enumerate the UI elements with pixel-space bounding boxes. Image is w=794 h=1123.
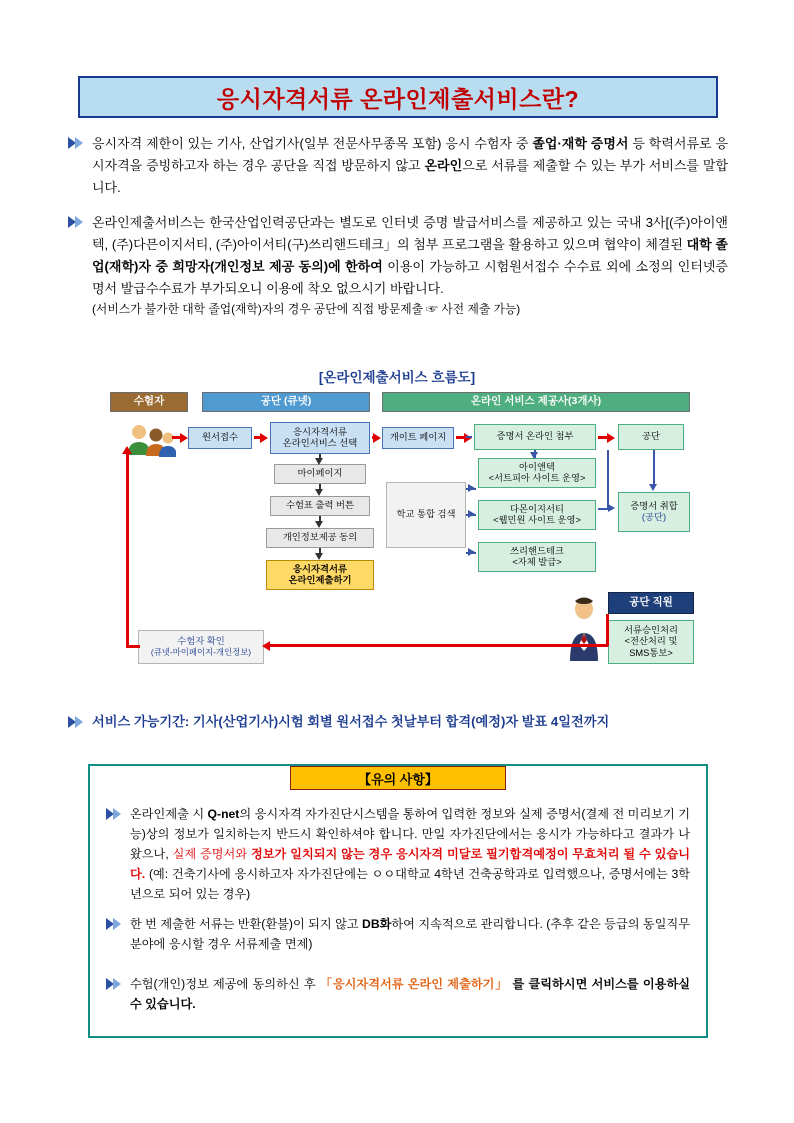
double-triangle-bullet-icon (68, 215, 84, 229)
intro-p1-bold-1: 졸업·재학 증명서 (532, 136, 629, 151)
flow-box-school-search: 학교 통합 검색 (386, 482, 466, 548)
flow-box-privacy-agree: 개인정보제공 동의 (266, 528, 374, 548)
flow-box-gate-page: 개이트 페이지 (382, 427, 454, 449)
flow-box-confirm-line1: 수험자 확인 (177, 635, 225, 646)
notice-item-1-seg5: 실제 증명서와 (172, 847, 251, 861)
flow-box-provider-2-name: 다몬이지서티 (510, 503, 564, 514)
flow-box-provider-3-desc: <자체 발급> (512, 557, 562, 567)
notice-item-2-text (130, 914, 690, 954)
page-title: 응시자격서류 온라인제출서비스란? (216, 85, 580, 112)
notice-heading: 【유의 사항】 (290, 766, 506, 790)
flowchart-title: [온라인제출서비스 흐름도] (318, 370, 476, 385)
notice-item-1-qnet: Q-net (207, 807, 240, 821)
intro-p2-bold-1: 대학 졸업(재학)자 중 희망자(개인정보 제공 동의)에 한하여 (92, 237, 728, 274)
service-period-row (68, 712, 609, 732)
intro-paragraph-1 (92, 133, 728, 199)
notice-item-2-seg3: 하여 지속적으로 관리합니다. (추후 같은 등급의 동일직무분야에 응시할 경우 서류제출 면제) (130, 917, 690, 951)
flowchart (110, 392, 690, 692)
flow-box-submit-line1: 응시자격서류 (293, 563, 347, 574)
notice-item-1-seg6: 정보가 일치되지 않는 경우 응시자격 미달로 (250, 847, 487, 861)
flow-box-staff-detail-line1: 서류승인처리 (624, 624, 678, 635)
flow-box-select-line1: 응시자격서류 (293, 426, 347, 437)
flow-box-cert-receive (618, 492, 690, 532)
flow-header-corporation: 공단 (큐넷) (202, 392, 370, 412)
flow-box-provider-2-desc: <웹민원 사이트 운영> (493, 515, 581, 525)
notice-item-1 (106, 804, 690, 904)
flow-box-cert-receive-line2: (공단) (641, 512, 667, 522)
flow-box-provider-1-desc: <서트피아 사이트 운영> (488, 473, 586, 483)
flow-box-application: 원서접수 (188, 427, 252, 449)
flow-box-attach-online: 증명서 온라인 첨부 (474, 424, 596, 450)
double-triangle-bullet-icon (68, 136, 84, 150)
notice-item-1-seg4: 하셔야 합니다. 만일 자가진단에서는 응시가 가능하다고 결과가 나왔으나, (130, 827, 690, 861)
examinee-people-icon (124, 422, 176, 463)
notice-item-3-seg3: 를 클릭하시면 서비스를 이용하실 수 있습니다. (130, 977, 690, 1011)
double-triangle-bullet-icon (106, 977, 122, 991)
intro-p1-text-2: 등 학력서류로 응시자격을 증빙하고자 하는 경우 공단을 직접 방문하지 않고 (92, 136, 729, 173)
intro-p2-text-1: 온라인제출서비스는 한국산업인력공단과는 별도로 인터넷 증명 발급서비스를 제공하고 있는 국내 3사[(주)아이앤텍, (주)다믄이지서티, (주)아이서티(구)쓰리핸드테크」의 첨부 프로그램을 활용하고 있으며 협약이 체결된 (92, 215, 728, 252)
service-period-body: 기사(산업기사)시험 회별 원서접수 첫날부터 합격(예정)자 발표 4일전까지 (192, 714, 610, 729)
intro-p1-text-3: 으로 서류를 제출할 수 있는 부가 서비스를 말합니다. (92, 158, 728, 195)
page-title-banner (78, 76, 718, 118)
notice-item-1-seg7: 필기합격예정이 무효처리 될 수 있습니다. (130, 847, 691, 881)
flow-box-corporation: 공단 (618, 424, 684, 450)
flow-box-submit-line2: 온라인제출하기 (288, 575, 352, 585)
flow-header-examinee: 수험자 (110, 392, 188, 412)
notice-item-1-seg1: 온라인제출 시 (130, 807, 208, 821)
flow-box-provider-3 (478, 542, 596, 572)
notice-item-1-seg3: 의 응시자격 자가진단시스템을 통하여 입력한 정보와 실제 증명서(결제 전 미리보기 기능)상의 정보가 일치하는지 반드시 확인 (130, 807, 690, 841)
flow-box-staff-detail-line3: SMS통보> (629, 647, 673, 658)
notice-item-2-seg1: 한 번 제출한 서류는 반환(환불)이 되지 않고 (130, 917, 363, 931)
intro-p2-note: (서비스가 불가한 대학 졸업(재학)자의 경우 공단에 직접 방문제출 ☞ 사전 제출 가능) (92, 302, 521, 316)
notice-item-3 (106, 974, 690, 1014)
intro-p1-bold-2: 온라인 (424, 158, 463, 173)
notice-item-2-db: DB화 (362, 917, 392, 931)
flow-box-staff: 공단 직원 (608, 592, 694, 614)
notice-item-3-text (130, 974, 690, 1014)
flow-box-provider-1-name: 아이앤텍 (519, 461, 555, 472)
flow-box-provider-2 (478, 500, 596, 530)
notice-item-1-text (130, 804, 690, 904)
flow-box-confirm (138, 630, 264, 664)
intro-bullet-1 (68, 133, 728, 199)
flow-box-cert-receive-line1: 증명서 취합 (630, 500, 678, 511)
flow-box-print-ticket: 수험표 출력 버튼 (270, 496, 370, 516)
flow-box-select-service (270, 422, 370, 454)
flow-box-mypage: 마이페이지 (274, 464, 366, 484)
service-period-label: 서비스 가능기간: (92, 714, 193, 729)
double-triangle-bullet-icon (106, 917, 122, 931)
intro-p1-text-1: 응시자격 제한이 있는 기사, 산업기사(일부 전문사무종목 포함) 응시 수험자 중 (92, 136, 533, 151)
flow-box-provider-1 (478, 458, 596, 488)
intro-bullet-2 (68, 212, 728, 318)
service-period-text (92, 712, 609, 732)
staff-person-icon (562, 597, 606, 668)
flow-header-providers: 온라인 서비스 제공사(3개사) (382, 392, 690, 412)
notice-item-2 (106, 914, 690, 954)
notice-item-3-link-label[interactable]: 「응시자격서류 온라인 제출하기」 (319, 977, 509, 991)
notice-item-1-seg8: (예: 건축기사에 응시하고자 자가진단에는 ㅇㅇ대학교 4학년 건축공학과로 입력했으나, 증명서에는 3학년으로 되어 있는 경우) (130, 867, 690, 901)
flow-box-confirm-line2: (큐넷-마이페이지-개인정보) (150, 647, 252, 657)
notice-item-3-seg1: 수험(개인)정보 제공에 동의하신 후 (130, 977, 320, 991)
double-triangle-bullet-icon (68, 715, 84, 729)
flow-box-submit-online (266, 560, 374, 590)
intro-p2-text-2: 이용이 가능하고 시험원서접수 수수료 외에 소정의 인터넷증명서 발급수수료가 부가되오니 이용에 착오 없으시기 바랍니다. (92, 259, 728, 296)
flow-box-provider-3-name: 쓰리핸드테크 (510, 545, 564, 556)
flow-box-staff-detail-line2: <전산처리 및 (624, 636, 678, 647)
flow-box-select-line2: 온라인서비스 선택 (282, 438, 358, 448)
double-triangle-bullet-icon (106, 807, 122, 821)
flow-box-staff-detail (608, 620, 694, 664)
intro-paragraph-2 (92, 212, 728, 318)
